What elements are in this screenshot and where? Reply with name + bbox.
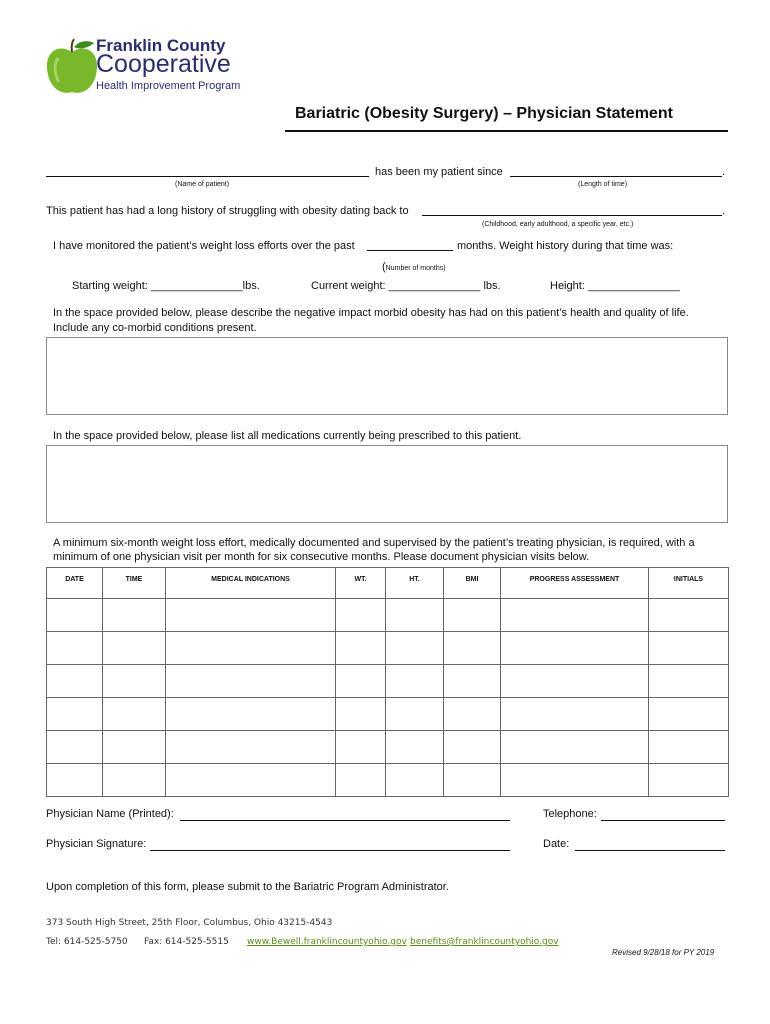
history-line[interactable]	[422, 215, 722, 216]
logo-line-1: Franklin County	[96, 36, 226, 55]
table-cell[interactable]	[166, 599, 336, 632]
telephone-line[interactable]	[601, 820, 725, 821]
table-cell[interactable]	[649, 764, 729, 797]
impact-line-1: In the space provided below, please describe the negative impact morbid obesity has had on this patient’s health and quality of life.	[53, 307, 689, 319]
logo-line-3: Health Improvement Program	[96, 80, 241, 92]
date-label: Date:	[543, 838, 570, 850]
months-line[interactable]	[367, 250, 453, 251]
table-cell[interactable]	[166, 632, 336, 665]
medications-text: In the space provided below, please list all medications currently being prescribed to this patient.	[53, 430, 522, 442]
table-cell[interactable]	[47, 764, 103, 797]
weight-history-text: months. Weight history during that time was:	[457, 240, 674, 252]
table-cell[interactable]	[47, 599, 103, 632]
table-cell[interactable]	[103, 665, 166, 698]
table-cell[interactable]	[386, 665, 444, 698]
table-cell[interactable]	[166, 698, 336, 731]
header-time: TIME	[103, 568, 166, 599]
physician-visits-table	[46, 567, 729, 797]
table-cell[interactable]	[649, 665, 729, 698]
impact-textbox[interactable]	[46, 337, 728, 415]
minimum-line-2: minimum of one physician visit per month for six consecutive months. Please document physician visits below.	[53, 551, 590, 563]
table-row	[47, 599, 729, 632]
medications-textbox[interactable]	[46, 445, 728, 523]
table-cell[interactable]	[444, 731, 501, 764]
table-cell[interactable]	[103, 764, 166, 797]
footer-website-link[interactable]: www.Bewell.franklincountyohio.gov	[247, 937, 407, 947]
header-medical-indications: MEDICAL INDICATIONS	[166, 568, 336, 599]
physician-name-line[interactable]	[180, 820, 510, 821]
table-header-row	[47, 568, 729, 599]
table-cell[interactable]	[47, 698, 103, 731]
history-text: This patient has had a long history of struggling with obesity dating back to	[46, 205, 409, 217]
date-line[interactable]	[575, 850, 725, 851]
telephone-label: Telephone:	[543, 808, 597, 820]
table-cell[interactable]	[444, 632, 501, 665]
table-cell[interactable]	[501, 665, 649, 698]
table-row	[47, 698, 729, 731]
table-cell[interactable]	[501, 764, 649, 797]
footer-fax: Fax: 614-525-5515	[144, 937, 229, 947]
monitored-text: I have monitored the patient’s weight loss efforts over the past	[53, 240, 355, 252]
table-cell[interactable]	[103, 698, 166, 731]
footer-tel: Tel: 614-525-5750	[46, 937, 128, 947]
table-cell[interactable]	[47, 632, 103, 665]
table-cell[interactable]	[501, 731, 649, 764]
table-cell[interactable]	[386, 764, 444, 797]
title-rule	[285, 130, 728, 132]
table-cell[interactable]	[166, 665, 336, 698]
physician-signature-line[interactable]	[150, 850, 510, 851]
table-cell[interactable]	[501, 632, 649, 665]
table-cell[interactable]	[336, 698, 386, 731]
current-weight[interactable]: Current weight: _______________ lbs.	[311, 280, 501, 292]
physician-signature-label: Physician Signature:	[46, 838, 147, 850]
history-caption: (Childhood, early adulthood, a specific year, etc.)	[482, 221, 634, 228]
revised-date: Revised 9/28/18 for PY 2019	[612, 948, 715, 957]
table-cell[interactable]	[444, 764, 501, 797]
height[interactable]: Height: _______________	[550, 280, 680, 292]
table-row	[47, 632, 729, 665]
table-cell[interactable]	[649, 698, 729, 731]
period: .	[722, 166, 726, 178]
table-cell[interactable]	[336, 632, 386, 665]
table-cell[interactable]	[444, 698, 501, 731]
months-caption	[382, 257, 446, 275]
table-cell[interactable]	[386, 731, 444, 764]
table-cell[interactable]	[103, 632, 166, 665]
period: .	[722, 205, 726, 217]
header-initials: INITIALS	[649, 568, 729, 599]
minimum-line-1: A minimum six-month weight loss effort, medically documented and supervised by the patient’s treating physician, is required, with a	[53, 537, 695, 549]
physician-name-label: Physician Name (Printed):	[46, 808, 174, 820]
table-cell[interactable]	[103, 731, 166, 764]
table-cell[interactable]	[649, 599, 729, 632]
table-cell[interactable]	[47, 665, 103, 698]
footer-email-link[interactable]: benefits@franklincountyohio.gov	[410, 937, 559, 947]
table-cell[interactable]	[386, 698, 444, 731]
length-of-time-caption: (Length of time)	[578, 181, 628, 188]
header-progress-assessment: PROGRESS ASSESSMENT	[501, 568, 649, 599]
header-ht: HT.	[386, 568, 444, 599]
header-bmi: BMI	[444, 568, 501, 599]
table-cell[interactable]	[336, 731, 386, 764]
patient-since-text: has been my patient since	[375, 166, 503, 178]
patient-name-line[interactable]	[46, 176, 369, 177]
page-title: Bariatric (Obesity Surgery) – Physician Statement	[295, 105, 673, 122]
table-cell[interactable]	[336, 599, 386, 632]
submit-instructions: Upon completion of this form, please submit to the Bariatric Program Administrator.	[46, 881, 449, 893]
header-wt: WT.	[336, 568, 386, 599]
table-cell[interactable]	[501, 599, 649, 632]
table-cell[interactable]	[336, 665, 386, 698]
table-cell[interactable]	[386, 599, 444, 632]
table-row	[47, 764, 729, 797]
table-cell[interactable]	[47, 731, 103, 764]
table-cell[interactable]	[649, 731, 729, 764]
table-cell[interactable]	[166, 764, 336, 797]
logo-line-2: Cooperative	[96, 50, 231, 78]
apple-icon	[44, 38, 100, 96]
length-of-time-line[interactable]	[510, 176, 722, 177]
impact-line-2: Include any co-morbid conditions present.	[53, 322, 257, 334]
footer-address: 373 South High Street, 25th Floor, Columbus, Ohio 43215-4543	[46, 918, 333, 928]
logo	[44, 36, 264, 98]
caption-paren: (	[382, 261, 386, 273]
table-row	[47, 731, 729, 764]
table-cell[interactable]	[103, 599, 166, 632]
table-cell[interactable]	[444, 665, 501, 698]
number-of-months-caption: Number of months)	[385, 265, 446, 272]
header-date: DATE	[47, 568, 103, 599]
table-row	[47, 665, 729, 698]
table-cell[interactable]	[444, 599, 501, 632]
table-cell[interactable]	[649, 632, 729, 665]
starting-weight[interactable]: Starting weight: _______________lbs.	[72, 280, 260, 292]
table-cell[interactable]	[166, 731, 336, 764]
table-cell[interactable]	[501, 698, 649, 731]
name-of-patient-caption: (Name of patient)	[175, 181, 230, 188]
table-cell[interactable]	[386, 632, 444, 665]
table-cell[interactable]	[336, 764, 386, 797]
